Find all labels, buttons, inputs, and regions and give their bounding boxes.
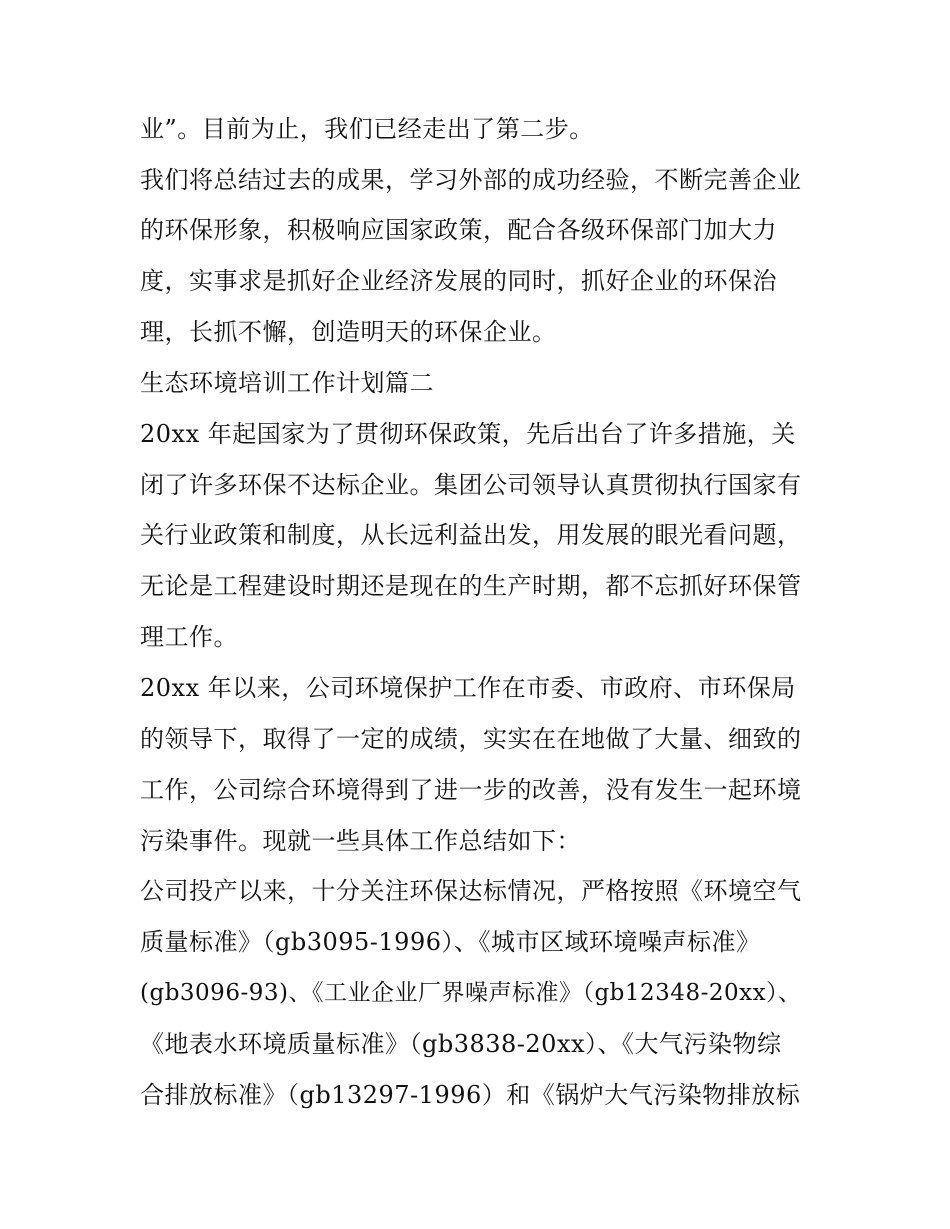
- text-line-17: 质量标准》（gb3095-1996）、《城市区域环境噪声标准》: [140, 928, 761, 956]
- text-line-14: 工作，公司综合环境得到了进一步的改善，没有发生一起环境: [140, 776, 802, 804]
- text-line-7: 20xx 年起国家为了贯彻环保政策，先后出台了许多措施，关: [140, 420, 796, 448]
- text-line-1: 业”。目前为止，我们已经走出了第二步。: [140, 115, 594, 143]
- text-line-10: 无论是工程建设时期还是现在的生产时期，都不忘抓好环保管: [140, 572, 802, 600]
- text-line-2: 我们将总结过去的成果，学习外部的成功经验，不断完善企业: [140, 166, 802, 194]
- text-line-18: (gb3096-93)、《工业企业厂界噪声标准》（gb12348-20xx）、: [140, 980, 802, 1006]
- text-line-12: 20xx 年以来，公司环境保护工作在市委、市政府、市环保局: [140, 674, 796, 702]
- text-line-13: 的领导下，取得了一定的成绩，实实在在地做了大量、细致的: [140, 725, 802, 753]
- text-line-5: 理，长抓不懈，创造明天的环保企业。: [140, 318, 557, 346]
- text-line-8: 闭了许多环保不达标企业。集团公司领导认真贯彻执行国家有: [140, 471, 802, 499]
- text-line-9: 关行业政策和制度，从长远利益出发，用发展的眼光看问题，: [140, 521, 802, 549]
- text-line-4: 度，实事求是抓好企业经济发展的同时，抓好企业的环保治: [140, 267, 777, 295]
- text-line-20: 合排放标准》（gb13297-1996）和《锅炉大气污染物排放标: [140, 1081, 801, 1109]
- section-heading: 生态环境培训工作计划篇二: [140, 369, 434, 397]
- text-line-16: 公司投产以来，十分关注环保达标情况，严格按照《环境空气: [140, 877, 802, 905]
- text-line-3: 的环保形象，积极响应国家政策，配合各级环保部门加大力: [140, 216, 777, 244]
- text-line-15: 污染事件。现就一些具体工作总结如下：: [140, 827, 581, 855]
- text-line-19: 《地表水环境质量标准》（gb3838-20xx）、《大气污染物综: [140, 1030, 782, 1058]
- text-line-11: 理工作。: [140, 623, 238, 651]
